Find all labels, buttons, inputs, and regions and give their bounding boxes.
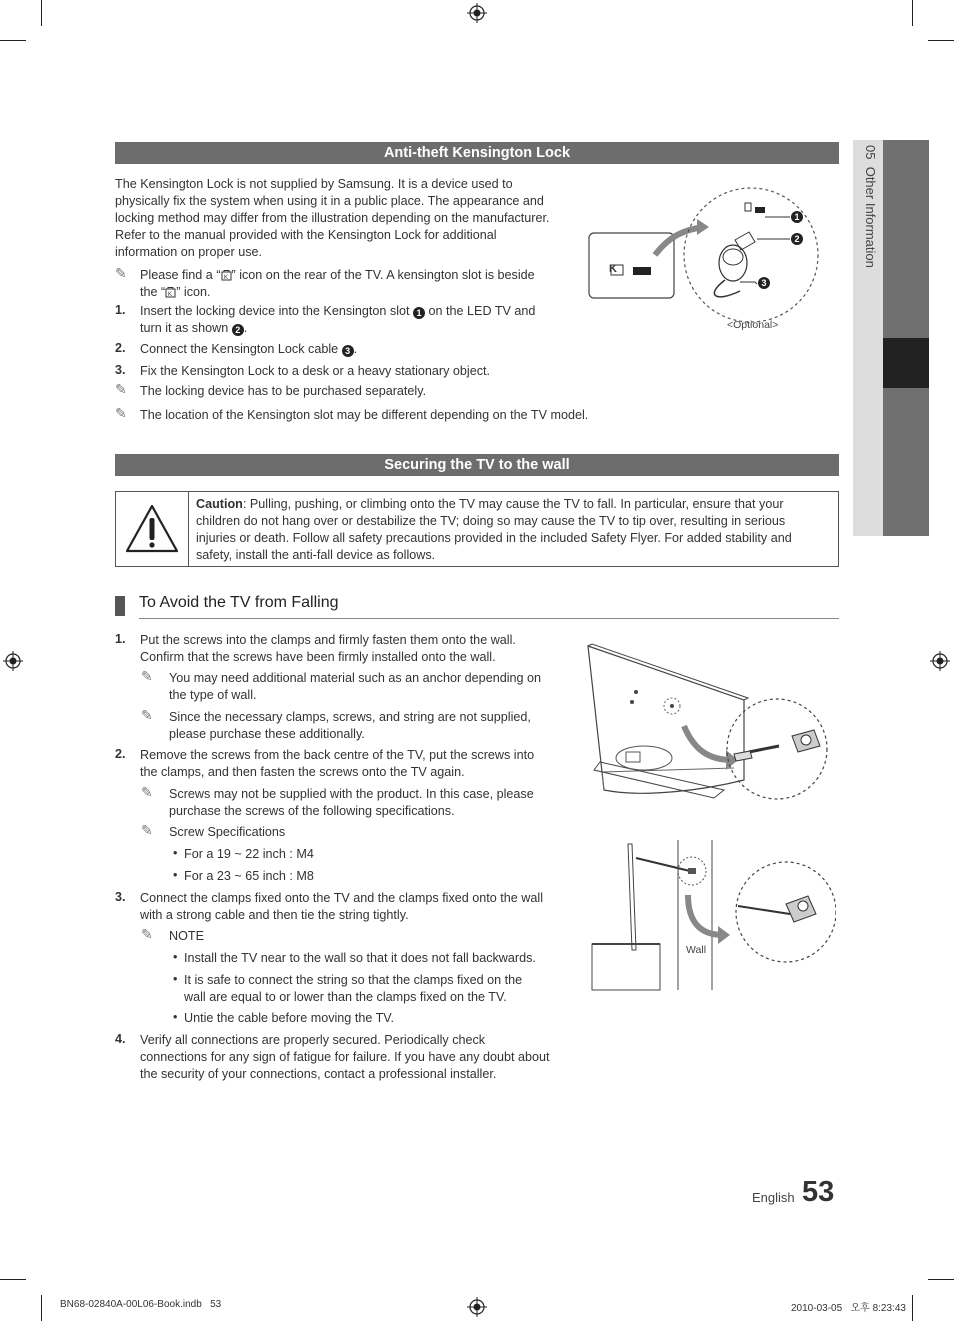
kensington-logo-icon: [221, 269, 232, 281]
warning-triangle-icon: [124, 502, 180, 554]
falling-step-2: Remove the screws from the back centre of the TV, put the screws into the clamps, and then fasten the screws onto the TV again.: [140, 748, 535, 779]
step-number: 1.: [115, 632, 126, 646]
callout-2-badge: 2: [232, 324, 244, 336]
kensington-logo-icon: [165, 286, 176, 298]
kensington-note-3: The location of the Kensington slot may be different depending on the TV model.: [140, 408, 589, 422]
kensington-step-3: Fix the Kensington Lock to a desk or a heavy stationary object.: [140, 364, 491, 378]
falling-step-4: Verify all connections are properly secured. Periodically check connections for any sign of fatigue for failure. If you have any doubt about the security of your connections, contact a professional installer.: [140, 1033, 550, 1081]
footer-timestamp: 2010-03-05 오후 8:23:43: [791, 1303, 906, 1314]
subsection-marker: [115, 596, 125, 616]
note-icon: ✎: [141, 668, 153, 684]
slot-letter: K: [609, 263, 617, 275]
crop-mark: [41, 0, 42, 26]
registration-mark-icon: [467, 3, 487, 23]
kensington-note-1: Please find a “ K ” icon on the rear of the TV. A kensington slot is beside the “ K ” icon.: [140, 268, 535, 299]
tv-back-clamp-illustration: [584, 640, 836, 805]
wall-string-illustration: [588, 840, 836, 992]
section-title-kensington: Anti-theft Kensington Lock: [115, 142, 839, 164]
kensington-lock-illustration: [585, 185, 825, 325]
chapter-title: Other Information: [863, 166, 878, 268]
screw-specifications-heading: Screw Specifications: [169, 825, 286, 839]
wall-caption: Wall: [686, 944, 707, 956]
crop-mark: [0, 1279, 26, 1280]
falling-step-2-note-1: Screws may not be supplied with the product. In this case, please purchase the screws of the following specifications.: [169, 787, 534, 818]
falling-step-3: Connect the clamps fixed onto the TV and the clamps fixed onto the wall with a strong cable and then tie the string tightly.: [140, 891, 543, 922]
bullet: •: [173, 846, 178, 860]
callout-3-badge: 3: [342, 345, 354, 357]
svg-text:K: K: [223, 275, 228, 281]
section-title-securing: Securing the TV to the wall: [115, 454, 839, 476]
bullet: •: [173, 1010, 178, 1024]
svg-text:K: K: [168, 292, 173, 298]
note-icon: ✎: [141, 784, 153, 800]
screw-spec-1: For a 19 ~ 22 inch : M4: [184, 847, 314, 861]
crop-mark: [0, 40, 26, 41]
step-number: 3.: [115, 890, 126, 904]
note-icon: ✎: [141, 822, 153, 838]
sidebar-tab-marker: [883, 338, 929, 388]
note-icon: ✎: [141, 707, 153, 723]
falling-step-1-note-1: You may need additional material such as an anchor depending on the type of wall.: [169, 671, 542, 702]
subsection-divider: [139, 618, 839, 619]
registration-mark-icon: [467, 1297, 487, 1317]
bullet: •: [173, 972, 178, 986]
step-number: 2.: [115, 747, 126, 761]
optional-caption: <Optional>: [727, 319, 779, 331]
callout-1-badge: 1: [413, 307, 425, 319]
bullet: •: [173, 950, 178, 964]
caution-label: Caution: [196, 497, 243, 511]
footer-file-info: BN68-02840A-00L06-Book.indb 53: [60, 1299, 222, 1310]
crop-mark: [928, 1279, 954, 1280]
step-number: 1.: [115, 303, 126, 317]
page-number: 53: [802, 1176, 835, 1208]
screw-spec-2: For a 23 ~ 65 inch : M8: [184, 869, 314, 883]
kensington-step-2: Connect the Kensington Lock cable 3 .: [140, 342, 358, 356]
kensington-note-2: The locking device has to be purchased separately.: [140, 384, 427, 398]
bullet: •: [173, 868, 178, 882]
subsection-title: To Avoid the TV from Falling: [139, 594, 339, 611]
note-item-1: Install the TV near to the wall so that it does not fall backwards.: [184, 951, 536, 965]
caution-text: Caution: Pulling, pushing, or climbing onto the TV may cause the TV to fall. In particular, ensure that your children do not hang over or destabilize the TV; doing so may cause the TV to tip over, resulting in serious injuries or death. Follow all safety precautions provided in the included Safety Flyer. For added stability and safety, install the anti-fall device as follows.: [196, 497, 792, 562]
chapter-number: 05: [863, 145, 878, 160]
falling-step-1-note-2: Since the necessary clamps, screws, and string are not supplied, please purchase these additionally.: [169, 710, 531, 741]
step-number: 2.: [115, 341, 126, 355]
note-icon: ✎: [141, 926, 153, 942]
crop-mark: [928, 40, 954, 41]
falling-step-1: Put the screws into the clamps and firmly fasten them onto the wall. Confirm that the screws have been firmly installed onto the wall.: [140, 633, 516, 664]
crop-mark: [912, 1295, 913, 1321]
crop-mark: [41, 1295, 42, 1321]
footer-language: English: [752, 1190, 795, 1205]
note-item-2: It is safe to connect the string so that the clamps fixed on the wall are equal to or lower than the clamps fixed on the TV.: [184, 973, 523, 1004]
crop-mark: [912, 0, 913, 26]
note-icon: ✎: [115, 265, 127, 281]
callout-3-badge: 3: [758, 277, 770, 289]
note-icon: ✎: [115, 405, 127, 421]
step-number: 3.: [115, 363, 126, 377]
kensington-step-1: Insert the locking device into the Kensington slot 1 on the LED TV and turn it as shown 2 .: [140, 304, 536, 335]
callout-2-badge: 2: [791, 233, 803, 245]
registration-mark-icon: [3, 651, 23, 671]
note-item-3: Untie the cable before moving the TV.: [184, 1011, 395, 1025]
note-label: NOTE: [169, 929, 204, 943]
caution-separator: [188, 491, 189, 567]
note-icon: ✎: [115, 381, 127, 397]
step-number: 4.: [115, 1032, 126, 1046]
registration-mark-icon: [930, 651, 950, 671]
sidebar-chapter-label: [858, 145, 878, 345]
kensington-intro: The Kensington Lock is not supplied by Samsung. It is a device used to physically fix the system when using it in a public place. The appearance and locking method may differ from the illustration depending on the manufacturer. Refer to the manual provided with the Kensington Lock for additional information on proper use.: [115, 177, 550, 259]
callout-1-badge: 1: [791, 211, 803, 223]
